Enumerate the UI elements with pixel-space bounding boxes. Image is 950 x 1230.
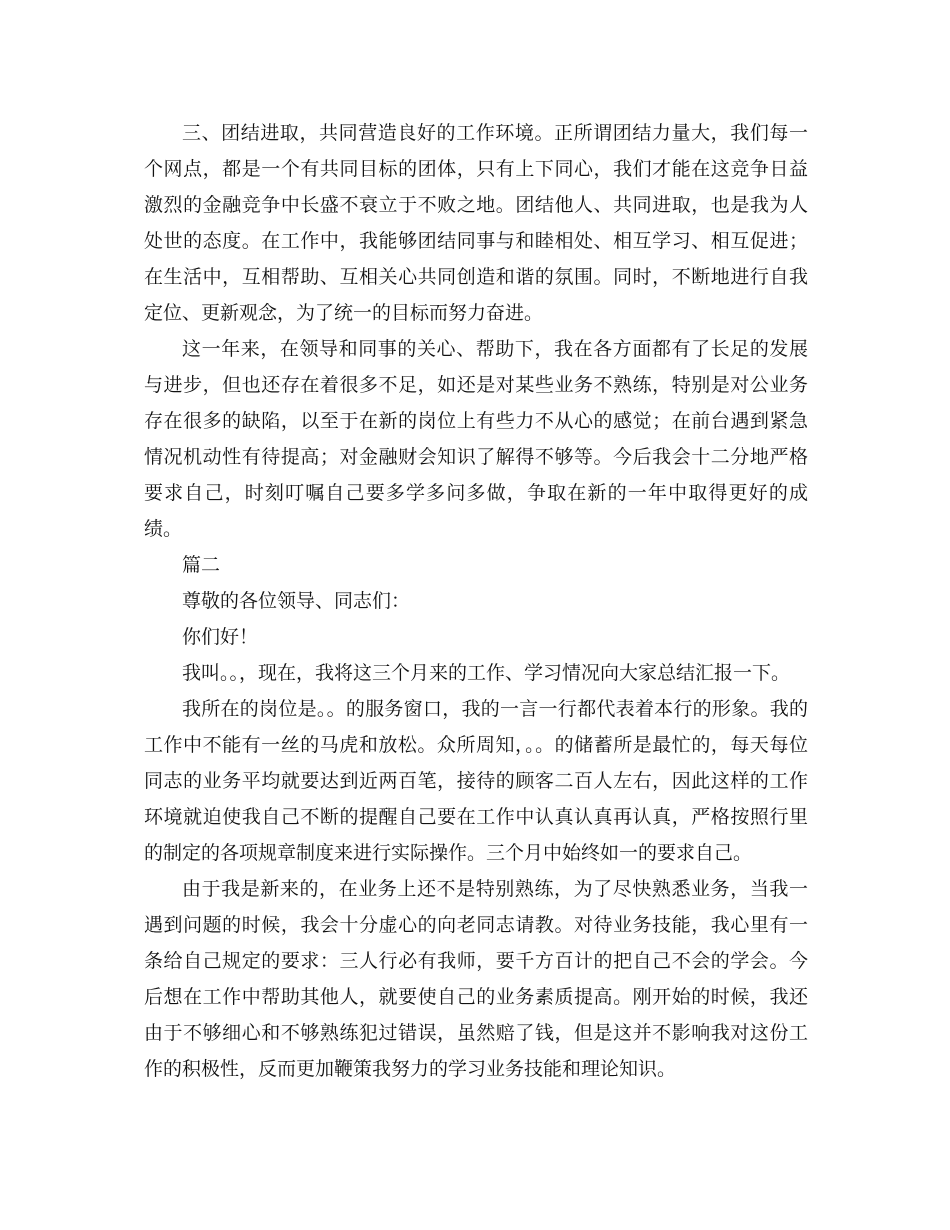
paragraph-year-summary: 这一年来，在领导和同事的关心、帮助下，我在各方面都有了长足的发展与进步，但也还存在着很多不足，如还是对某些业务不熟练，特别是对公业务存在很多的缺陷，以至于在新的岗位上有些力不从心的感觉；在前台遇到紧急情况机动性有待提高；对金融财会知识了解得不够等。今后我会十二分地严格要求自己，时刻叮嘱自己要多学多问多做，争取在新的一年中取得更好的成绩。: [144, 338, 808, 540]
document-body: [144, 115, 808, 1087]
paragraph-position: 我所在的岗位是。。的服务窗口，我的一言一行都代表着本行的形象。我的工作中不能有一丝的马虎和放松。众所周知，。。的储蓄所是最忙的，每天每位同志的业务平均就要达到近两百笔，接待的顾客二百人左右，因此这样的工作环境就迫使我自己不断的提醒自己要在工作中认真认真再认真，严格按照行里的制定的各项规章制度来进行实际操作。三个月中始终如一的要求自己。: [144, 698, 808, 864]
paragraph-learning: 由于我是新来的，在业务上还不是特别熟练，为了尽快熟悉业务，当我一遇到问题的时候，我会十分虚心的向老同志请教。对待业务技能，我心里有一条给自己规定的要求：三人行必有我师，要千方百计的把自己不会的学会。今后想在工作中帮助其他人，就要使自己的业务素质提高。刚开始的时候，我还由于不够细心和不够熟练犯过错误，虽然赔了钱，但是这并不影响我对这份工作的积极性，反而更加鞭策我努力的学习业务技能和理论知识。: [144, 878, 808, 1080]
paragraph-introduction: 我叫。。，现在，我将这三个月来的工作、学习情况向大家总结汇报一下。: [182, 662, 791, 684]
paragraph-unity: 三、团结进取，共同营造良好的工作环境。正所谓团结力量大，我们每一个网点，都是一个有共同目标的团体，只有上下同心，我们才能在这竞争日益激烈的金融竞争中长盛不衰立于不败之地。团结他人、共同进取，也是我为人处世的态度。在工作中，我能够团结同事与和睦相处、相互学习、相互促进；在生活中，互相帮助、互相关心共同创造和谐的氛围。同时，不断地进行自我定位、更新观念，为了统一的目标而努力奋进。: [144, 122, 808, 324]
greeting: 你们好！: [182, 626, 259, 648]
section-heading-part-two: 篇二: [182, 554, 221, 576]
salutation: 尊敬的各位领导、同志们：: [182, 590, 411, 612]
